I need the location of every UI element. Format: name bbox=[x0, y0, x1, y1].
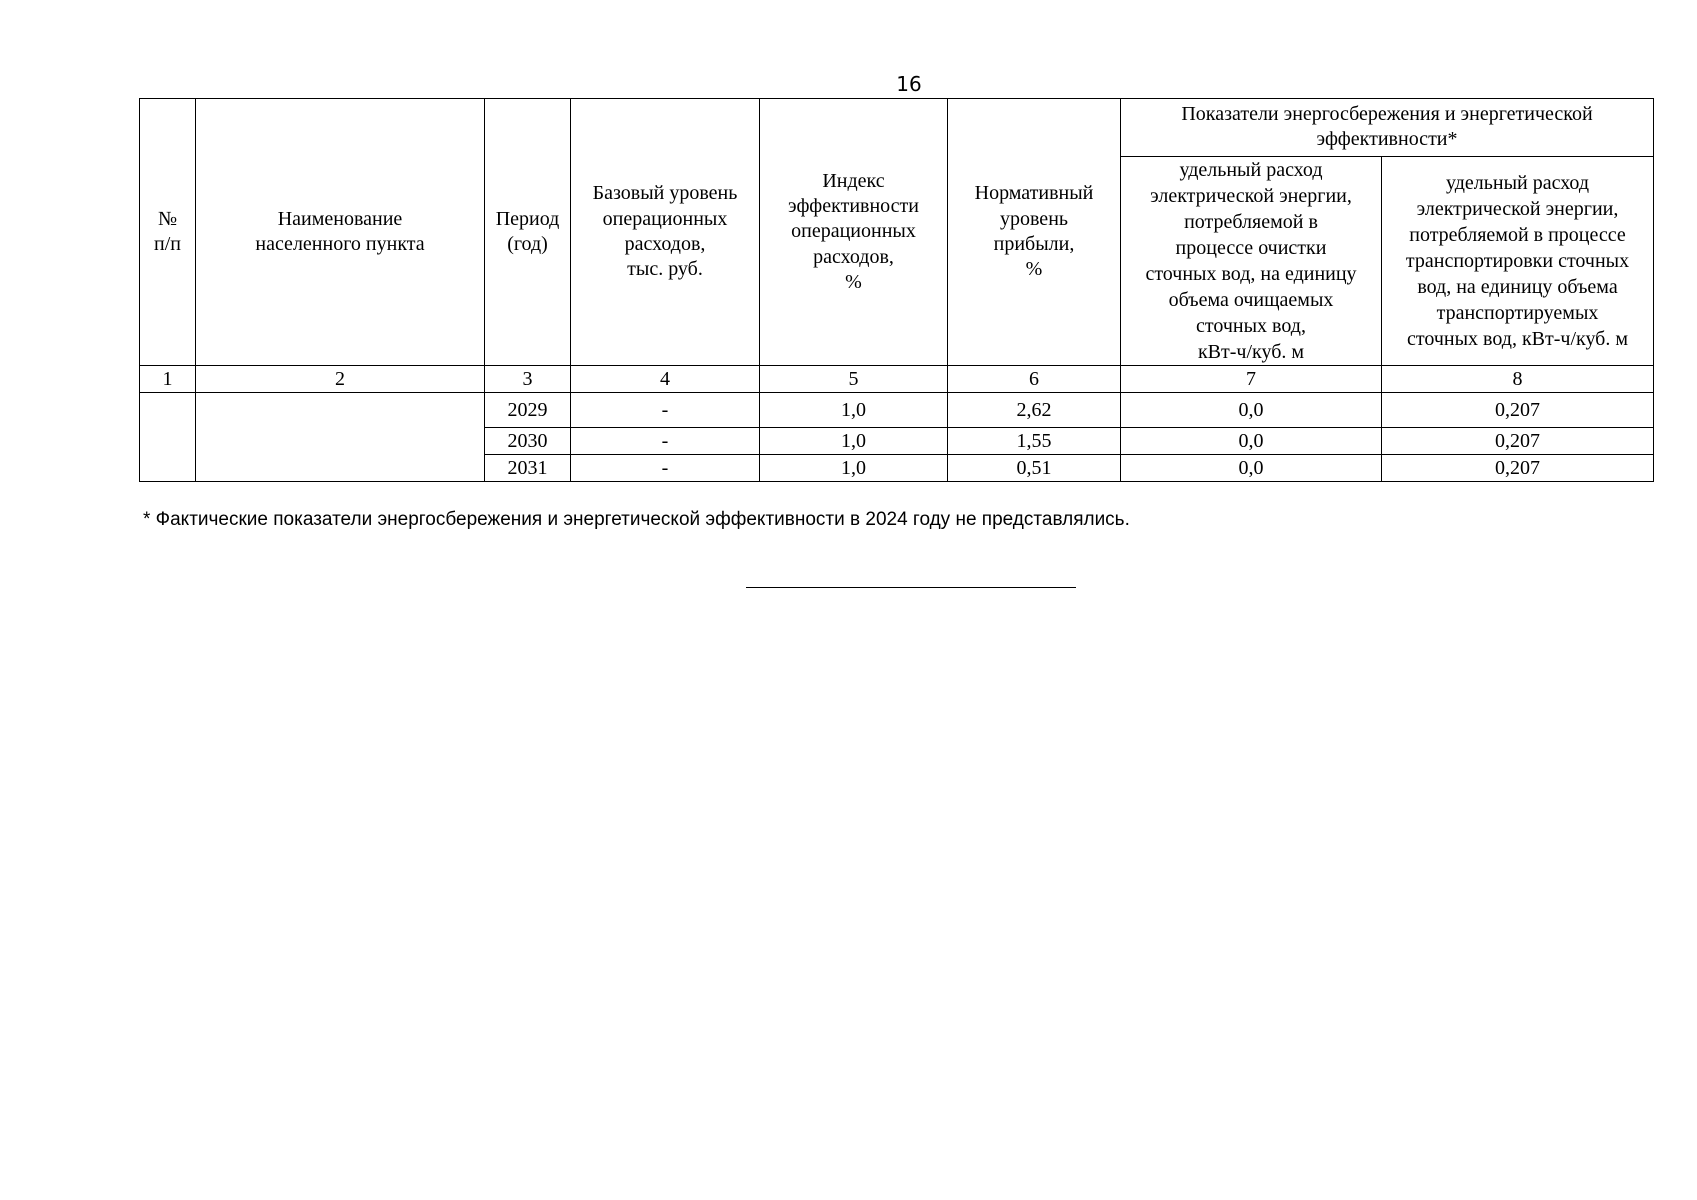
column-number-row bbox=[140, 366, 1654, 393]
efficiency-index-cell: 1,0 bbox=[760, 393, 948, 428]
energy-treatment-cell: 0,0 bbox=[1121, 428, 1382, 455]
efficiency-index-cell: 1,0 bbox=[760, 455, 948, 482]
efficiency-index-cell: 1,0 bbox=[760, 428, 948, 455]
period-cell: 2030 bbox=[485, 428, 571, 455]
header-settlement-name: Наименование населенного пункта bbox=[196, 99, 485, 366]
normative-profit-cell: 2,62 bbox=[948, 393, 1121, 428]
energy-treatment-cell: 0,0 bbox=[1121, 455, 1382, 482]
indicators-table bbox=[139, 98, 1654, 482]
table-row bbox=[140, 393, 1654, 428]
base-opex-cell: - bbox=[571, 428, 760, 455]
column-number: 3 bbox=[485, 366, 571, 393]
header-efficiency-index: Индекс эффективности операционных расходов, % bbox=[760, 99, 948, 366]
header-row-number: № п/п bbox=[140, 99, 196, 366]
header-energy-transport: удельный расход электрической энергии, потребляемой в процессе транспортировки сточных вод, на единицу объема транспортируемых сточных вод, кВт-ч/куб. м bbox=[1382, 157, 1654, 366]
header-normative-profit: Нормативный уровень прибыли, % bbox=[948, 99, 1121, 366]
page-number: 16 bbox=[896, 72, 922, 96]
normative-profit-cell: 0,51 bbox=[948, 455, 1121, 482]
energy-transport-cell: 0,207 bbox=[1382, 455, 1654, 482]
column-number: 2 bbox=[196, 366, 485, 393]
period-cell: 2031 bbox=[485, 455, 571, 482]
base-opex-cell: - bbox=[571, 455, 760, 482]
column-number: 7 bbox=[1121, 366, 1382, 393]
header-period: Период (год) bbox=[485, 99, 571, 366]
row-number-cell bbox=[140, 393, 196, 482]
column-number: 6 bbox=[948, 366, 1121, 393]
end-divider bbox=[746, 587, 1076, 588]
column-number: 8 bbox=[1382, 366, 1654, 393]
column-number: 4 bbox=[571, 366, 760, 393]
energy-treatment-cell: 0,0 bbox=[1121, 393, 1382, 428]
column-number: 1 bbox=[140, 366, 196, 393]
settlement-name-cell bbox=[196, 393, 485, 482]
footnote: * Фактические показатели энергосбережения и энергетической эффективности в 2024 году не представлялись. bbox=[143, 509, 1130, 530]
normative-profit-cell: 1,55 bbox=[948, 428, 1121, 455]
energy-transport-cell: 0,207 bbox=[1382, 428, 1654, 455]
header-energy-group: Показатели энергосбережения и энергетической эффективности* bbox=[1121, 99, 1654, 157]
header-energy-treatment: удельный расход электрической энергии, потребляемой в процессе очистки сточных вод, на единицу объема очищаемых сточных вод, кВт-ч/куб. м bbox=[1121, 157, 1382, 366]
base-opex-cell: - bbox=[571, 393, 760, 428]
header-base-opex: Базовый уровень операционных расходов, тыс. руб. bbox=[571, 99, 760, 366]
column-number: 5 bbox=[760, 366, 948, 393]
energy-transport-cell: 0,207 bbox=[1382, 393, 1654, 428]
header-row-top bbox=[140, 99, 1654, 157]
period-cell: 2029 bbox=[485, 393, 571, 428]
